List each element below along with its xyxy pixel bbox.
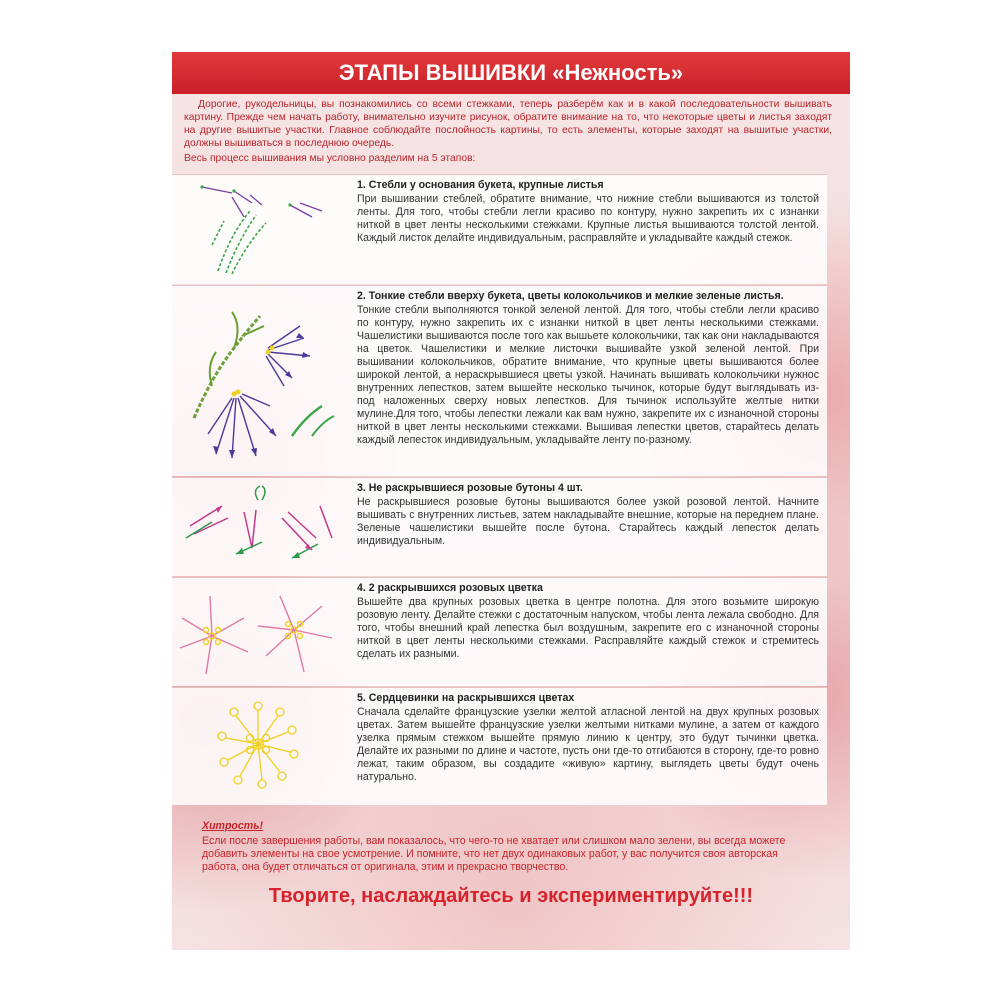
step-4-body: Вышейте два крупных розовых цветка в центре полотна. Для этого возьмите широкую розовую ленту. Делайте стежки с достаточным напуском, чтобы лента лежала свободно. Для того, чтобы внешний край лепестка был воздушным, закрепите его с изнаночной стороны ниткой в цвет ленты несколькими стежками. Расправляйте каждый стежок и стремитесь сделать их разными.	[357, 596, 819, 660]
step-1	[172, 174, 827, 284]
step-3-heading: 3. Не раскрывшиеся розовые бутоны 4 шт.	[357, 482, 583, 494]
step-1-body: При вышивании стеблей, обратите внимание, что нижние стебли вышиваются из толстой ленты. Для того, чтобы стебли легли красиво по контуру, нужно закрепить их с изнанки ниткой в цвет ленты несколькими стежками. Крупные листья вышиваются толстой лентой. Каждый листок делайте индивидуальным, расправляйте и укладывайте каждый стежок.	[357, 193, 819, 244]
tip-block	[202, 820, 812, 874]
tip-title: Хитрость!	[202, 820, 264, 832]
step-4-heading: 4. 2 раскрывшихся розовых цветка	[357, 582, 543, 594]
step-3	[172, 477, 827, 576]
step-2-body: Тонкие стебли выполняются тонкой зеленой лентой. Для того, чтобы стебли легли красиво по контуру, нужно закрепить их с изнанки ниткой в цвет ленты несколькими стежками. Чашелистики вышиваются после того как вышьете колокольчики, так как они накладываются на цветок. Чашелистики и мелкие листочки вышивайте узкой зеленой лентой. При вышивании колокольчиков, обратите внимание, что крупные цветы вышиваются более широкой лентой, а нераскрывшиеся цветы узкой. Начинать вышивать колокольчики нужнос внутренних лепестков, затем вышейте несколько тычинок, которые будут выглядывать из-под наложенных сверху новых лепестков. Для тычинок используйте желтые нитки мулине.Для того, чтобы лепестки лежали как вам нужно, закрепите их с изнаночной стороны ниткой в цвет ленты несколькими стежками. Вышивая лепестки цветов, старайтесь делать каждый лепесток индивидуальным, укладывайте ленту по-разному.	[357, 304, 819, 446]
step-5-body: Сначала сделайте французские узелки желтой атласной лентой на двух крупных розовых цветах. Затем вышейте французские узелки желтыми нитками мулине, а затем от каждого узелка прямым стежком вышейте прямую линию к центру, это будут тычинки цветка. Делайте их разными по длине и частоте, пусть они где-то отгибаются в сторону, где-то ровно лежат, таким образом, вы создадите «живую» картину, выглядеть цветы будут очень натурально.	[357, 706, 819, 783]
step-5-heading: 5. Сердцевинки на раскрывшихся цветах	[357, 692, 575, 704]
step-3-text	[357, 482, 819, 548]
poster-sheet	[172, 52, 850, 950]
step-4	[172, 577, 827, 686]
tip-text: Если после завершения работы, вам показалось, что чего-то не хватает или слишком мало зелени, вы всегда можете добавить элементы на свое усмотрение. И помните, что нет двух одинаковых работ, у вас получится своя авторская работа, она будет отличаться от оригинала, этим и прекрасно творчество.	[202, 835, 786, 873]
intro-paragraph: Дорогие, рукодельницы, вы познакомились со всеми стежками, теперь разберём как и в какой последовательности вышивать картину. Прежде чем начать работу, внимательно изучите рисунок, обратите внимание на то, что некоторые цветы и листья заходят на другие вышитые участки. Главное соблюдайте послойность картины, то есть элементы, которые заходят на вышитые участки, должны вышиваться в последнюю очередь.	[184, 99, 832, 149]
step-3-body: Не раскрывшиеся розовые бутоны вышиваются более узкой розовой лентой. Начните вышивать с внутренних листьев, затем накладывайте внешние, которые на переднем плане. Зеленые чашелистики вышейте после бутона. Старайтесь каждый лепесток делать индивидуальным.	[357, 496, 819, 547]
step-4-text	[357, 582, 819, 661]
intro-steps-note: Весь процесс вышивания мы условно разделим на 5 этапов:	[184, 153, 476, 164]
step-2	[172, 285, 827, 476]
step-5	[172, 687, 827, 805]
step-1-heading: 1. Стебли у основания букета, крупные листья	[357, 179, 604, 191]
step-2-text	[357, 290, 819, 447]
page-title: ЭТАПЫ ВЫШИВКИ «Нежность»	[172, 52, 850, 94]
step-2-bells-illustration	[172, 286, 354, 476]
step-1-stems-illustration	[172, 175, 354, 284]
step-5-centers-illustration	[172, 688, 354, 805]
step-5-text	[357, 692, 819, 784]
closing-slogan: Творите, наслаждайтесь и экспериментируйте!!!	[268, 885, 754, 907]
step-2-heading: 2. Тонкие стебли вверху букета, цветы колокольчиков и мелкие зеленые листья.	[357, 290, 784, 302]
step-1-text	[357, 179, 819, 245]
step-3-buds-illustration	[172, 478, 354, 576]
step-4-open-flowers-illustration	[172, 578, 354, 686]
